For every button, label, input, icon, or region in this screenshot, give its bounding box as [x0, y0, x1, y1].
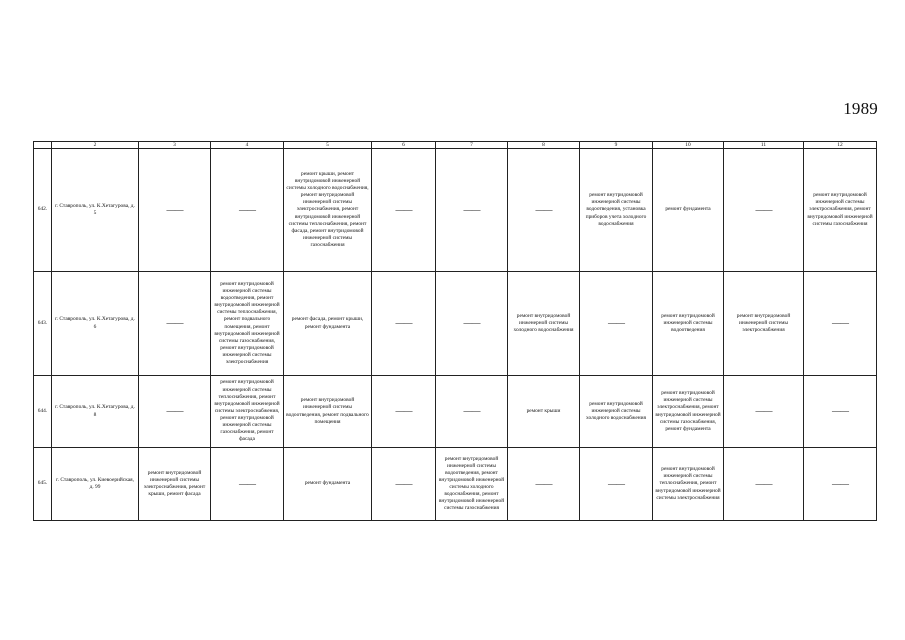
- cell-col-6: [372, 149, 436, 272]
- cell-col-10: ремонт внутридомовой инженерной системы теплоснабжения, ремонт внутридомовой инженерной системы электроснабжения: [653, 448, 724, 521]
- dash-mark: ——: [463, 204, 480, 215]
- cell-col-3: [139, 376, 211, 448]
- cell-col-5: ремонт внутридомовой инженерной системы водоотведения, ремонт подвального помещения: [284, 376, 372, 448]
- cell-col-6: [372, 448, 436, 521]
- dash-mark: ——: [535, 204, 552, 215]
- cell-col-7: [436, 272, 508, 376]
- column-header: 8: [508, 142, 580, 149]
- column-header: 10: [653, 142, 724, 149]
- cell-col-8: ремонт внутридомовой инженерной системы холодного водоснабжения: [508, 272, 580, 376]
- dash-mark: ——: [463, 406, 480, 416]
- dash-mark: ——: [755, 406, 772, 416]
- cell-col-5: ремонт фундамента: [284, 448, 372, 521]
- dash-mark: ——: [166, 204, 183, 215]
- cell-col-11: [724, 448, 804, 521]
- dash-mark: ——: [239, 204, 255, 215]
- cell-col-3: ремонт внутридомовой инженерной системы электроснабжения, ремонт крыши, ремонт фасада: [139, 448, 211, 521]
- cell-col-12: [804, 376, 877, 448]
- cell-col-5: ремонт фасада, ремонт крыши, ремонт фундамента: [284, 272, 372, 376]
- column-header: 6: [372, 142, 436, 149]
- row-number: 645.: [34, 448, 52, 521]
- column-header: 7: [436, 142, 508, 149]
- column-header: 2: [52, 142, 139, 149]
- cell-col-7: [436, 376, 508, 448]
- row-number: 642.: [34, 149, 52, 272]
- cell-col-12: [804, 448, 877, 521]
- cell-col-7: [436, 149, 508, 272]
- cell-col-3: [139, 272, 211, 376]
- table-row: [34, 448, 877, 521]
- dash-mark: ——: [832, 406, 848, 416]
- column-header: 9: [580, 142, 653, 149]
- dash-mark: ——: [755, 204, 772, 215]
- cell-col-12: ремонт внутридомовой инженерной системы электроснабжения, ремонт внутридомовой инженерной системы газоснабжения: [804, 149, 877, 272]
- dash-mark: ——: [239, 478, 255, 489]
- cell-col-9: [580, 448, 653, 521]
- cell-col-9: [580, 272, 653, 376]
- dash-mark: ——: [395, 478, 412, 489]
- column-header: 12: [804, 142, 877, 149]
- dash-mark: ——: [166, 406, 183, 416]
- row-address: г. Ставрополь, ул. Киевоерийская, д. 99: [52, 448, 139, 521]
- column-header: 4: [211, 142, 284, 149]
- table-row: [34, 376, 877, 448]
- row-number: 643.: [34, 272, 52, 376]
- row-address: г. Ставрополь, ул. К.Хетагурова, д. 8: [52, 376, 139, 448]
- cell-col-10: ремонт внутридомовой инженерной системы водоотведения: [653, 272, 724, 376]
- row-number: 644.: [34, 376, 52, 448]
- page-number: 1989: [843, 99, 878, 118]
- cell-col-4: ремонт внутридомовой инженерной системы водоотведения, ремонт внутридомовой инженерной системы теплоснабжения, ремонт подвального помещения, ремонт внутридомовой инженерной системы газоснабжения, ремонт внутридомовой инженерной системы электроснабжения: [211, 272, 284, 376]
- dash-mark: ——: [608, 318, 624, 328]
- cell-col-7: ремонт внутридомовой инженерной системы водоотведения, ремонт внутридомовой инженерной системы холодного водоснабжения, ремонт внутридомовой инженерной системы газоснабжения: [436, 448, 508, 521]
- dash-mark: ——: [395, 204, 412, 215]
- cell-col-8: ремонт крыши: [508, 376, 580, 448]
- dash-mark: ——: [395, 406, 412, 416]
- row-address: г. Ставрополь, ул. К.Хетагурова, д. 5: [52, 149, 139, 272]
- dash-mark: ——: [832, 318, 848, 328]
- cell-col-11: ремонт внутридомовой инженерной системы электроснабжения: [724, 272, 804, 376]
- cell-col-4: ремонт внутридомовой инженерной системы теплоснабжения, ремонт внутридомовой инженерной системы электроснабжения, ремонт внутридомовой инженерной системы газоснабжения, ремонт фасада: [211, 376, 284, 448]
- table-row: [34, 149, 877, 272]
- column-header: 3: [139, 142, 211, 149]
- cell-col-11: [724, 149, 804, 272]
- dash-mark: ——: [463, 318, 480, 328]
- cell-col-11: [724, 376, 804, 448]
- cell-col-6: [372, 376, 436, 448]
- cell-col-9: ремонт внутридомовой инженерной системы холодного водоснабжения: [580, 376, 653, 448]
- dash-mark: ——: [755, 478, 772, 489]
- dash-mark: ——: [608, 478, 624, 489]
- cell-col-4: [211, 448, 284, 521]
- dash-mark: ——: [832, 478, 848, 489]
- column-header-row: [34, 142, 877, 149]
- cell-col-3: [139, 149, 211, 272]
- cell-col-5: ремонт крыши, ремонт внутридомовой инженерной системы холодного водоснабжения, ремонт внутридомовой инженерной системы электроснабжения, ремонт внутридомовой инженерной системы теплоснабжения, ремонт фасада, ремонт внутридомовой инженерной системы газоснабжения: [284, 149, 372, 272]
- column-header: 11: [724, 142, 804, 149]
- row-address: г. Ставрополь, ул. К.Хетагурова, д. 6: [52, 272, 139, 376]
- cell-col-6: [372, 272, 436, 376]
- column-header: 5: [284, 142, 372, 149]
- cell-col-4: [211, 149, 284, 272]
- cell-col-9: ремонт внутридомовой инженерной системы водоотведения, установка приборов учета холодного водоснабжения: [580, 149, 653, 272]
- repair-schedule-table: [33, 141, 877, 521]
- table-row: [34, 272, 877, 376]
- cell-col-12: [804, 272, 877, 376]
- cell-col-10: ремонт внутридомовой инженерной системы электроснабжения, ремонт внутридомовой инженерной системы газоснабжения, ремонт фундамента: [653, 376, 724, 448]
- dash-mark: ——: [535, 478, 552, 489]
- dash-mark: ——: [395, 318, 412, 328]
- cell-col-8: [508, 448, 580, 521]
- column-header: [34, 142, 52, 149]
- cell-col-10: ремонт фундамента: [653, 149, 724, 272]
- dash-mark: ——: [166, 318, 183, 328]
- cell-col-8: [508, 149, 580, 272]
